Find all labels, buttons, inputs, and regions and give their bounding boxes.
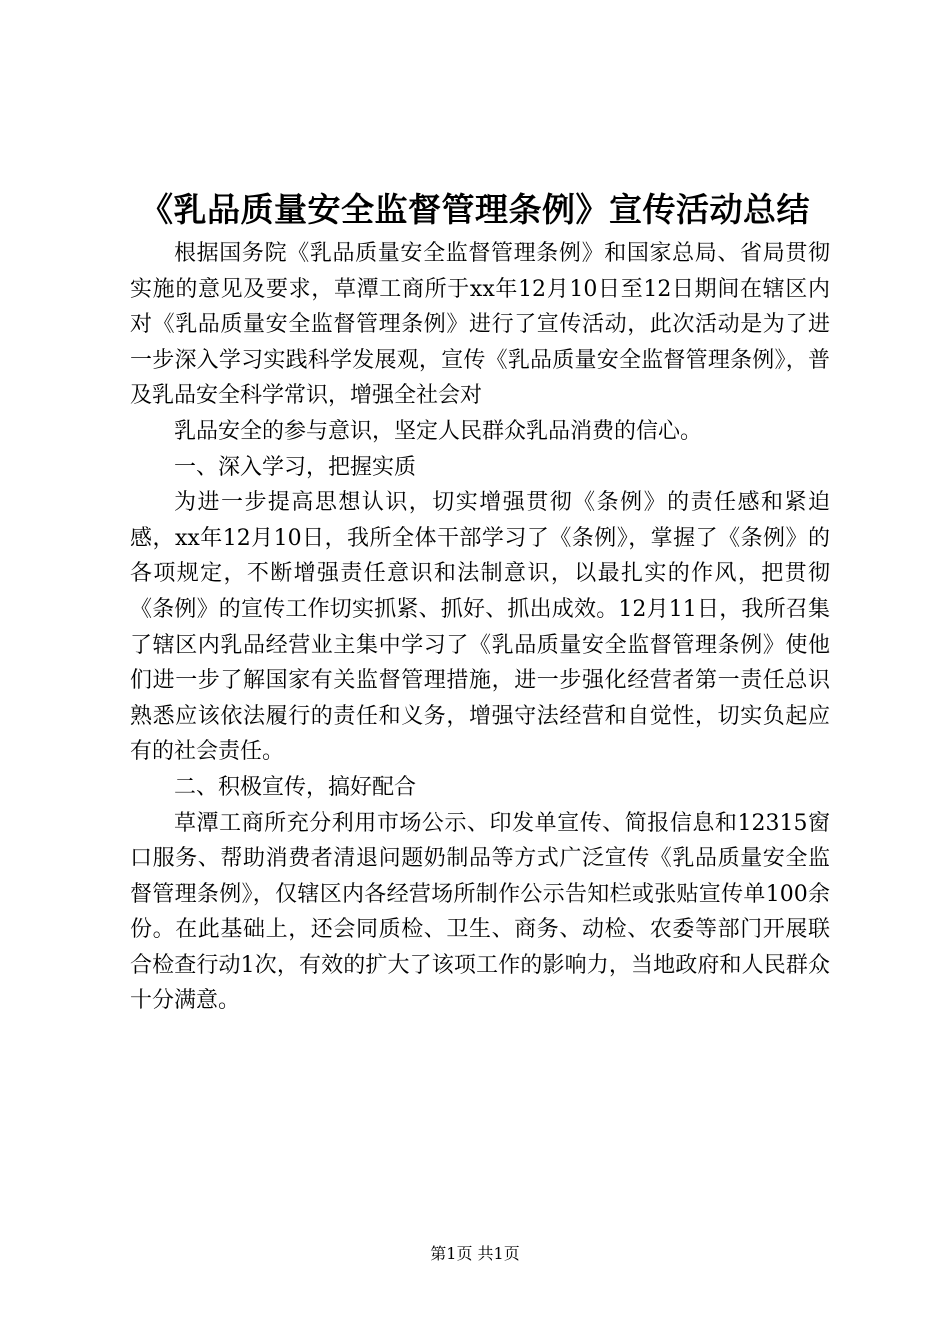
document-body — [130, 236, 830, 1019]
page-number-footer: 第1页 共1页 — [430, 1244, 520, 1263]
section-heading-study: 一、深入学习，把握实质 — [174, 454, 417, 480]
paragraph-intro: 根据国务院《乳品质量安全监督管理条例》和国家总局、省局贯彻实施的意见及要求，草潭工商所于xx年12月10日至12日期间在辖区内对《乳品质量安全监督管理条例》进行了宣传活动，此次活动是为了进一步深入学习实践科学发展观，宣传《乳品质量安全监督管理条例》，普及乳品安全科学常识，增强全社会对 — [130, 241, 830, 409]
paragraph-intro-continued: 乳品安全的参与意识，坚定人民群众乳品消费的信心。 — [174, 418, 703, 444]
paragraph-study: 为进一步提高思想认识，切实增强贯彻《条例》的责任感和紧迫感，xx年12月10日，我所全体干部学习了《条例》，掌握了《条例》的各项规定，不断增强责任意识和法制意识，以最扎实的作风，把贯彻《条例》的宣传工作切实抓紧、抓好、抓出成效。12月11日，我所召集了辖区内乳品经营业主集中学习了《乳品质量安全监督管理条例》使他们进一步了解国家有关监督管理措施，进一步强化经营者第一责任总识熟悉应该依法履行的责任和义务，增强守法经营和自觉性，切实负起应有的社会责任。 — [130, 490, 830, 765]
section-heading-publicity: 二、积极宣传，搞好配合 — [174, 774, 417, 800]
paragraph-publicity: 草潭工商所充分利用市场公示、印发单宣传、简报信息和12315窗口服务、帮助消费者清退问题奶制品等方式广泛宣传《乳品质量安全监督管理条例》，仅辖区内各经营场所制作公示告知栏或张贴宣传单100余份。在此基础上，还会同质检、卫生、商务、动检、农委等部门开展联合检查行动1次，有效的扩大了该项工作的影响力，当地政府和人民群众十分满意。 — [130, 810, 830, 1014]
document-title: 《乳品质量安全监督管理条例》宣传活动总结 — [140, 190, 810, 229]
